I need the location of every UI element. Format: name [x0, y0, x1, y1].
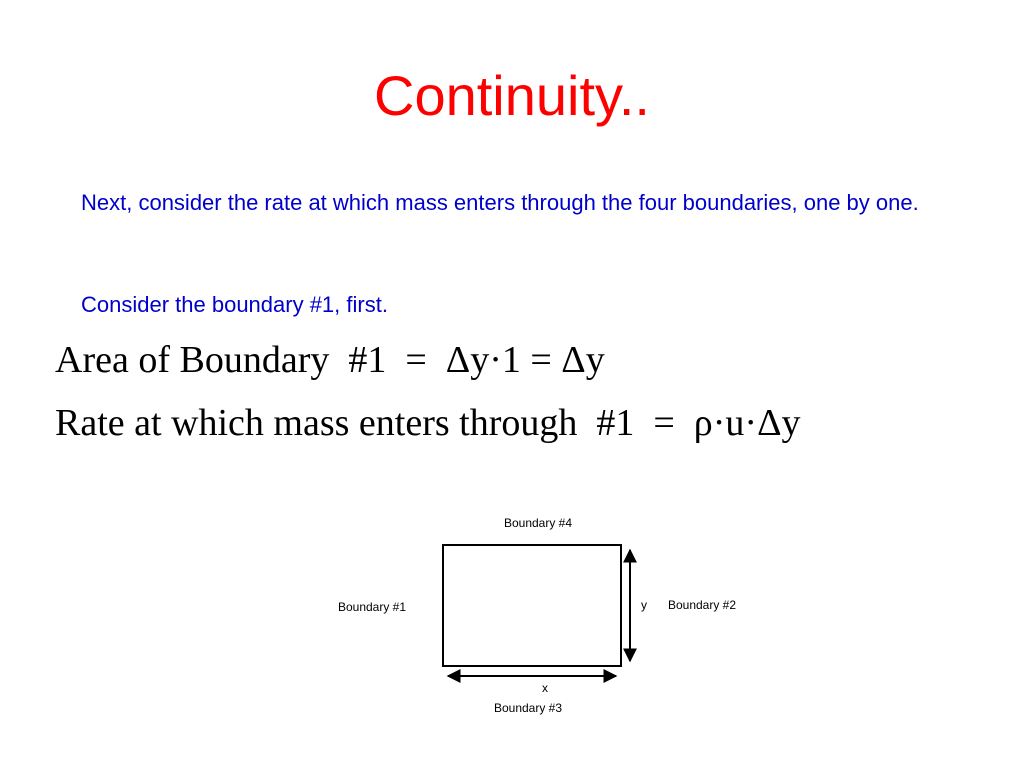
boundary-paragraph: Consider the boundary #1, first. — [81, 292, 388, 317]
slide-title: Continuity.. — [374, 64, 650, 127]
mass-rate-equation: Rate at which mass enters through #1 = ρ·u·Δy — [55, 402, 801, 444]
boundary-2-label: Boundary #2 — [667, 598, 737, 612]
boundary-4-label: Boundary #4 — [503, 516, 573, 530]
control-volume-box — [443, 545, 621, 666]
area-equation: Area of Boundary #1 = Δy·1 = Δy — [55, 339, 605, 381]
y-label: y — [641, 598, 647, 612]
intro-paragraph: Next, consider the rate at which mass enters through the four boundaries, one by one. — [81, 190, 919, 215]
x-label: x — [542, 681, 548, 695]
boundary-3-label: Boundary #3 — [493, 701, 563, 715]
boundary-1-label: Boundary #1 — [337, 600, 407, 614]
